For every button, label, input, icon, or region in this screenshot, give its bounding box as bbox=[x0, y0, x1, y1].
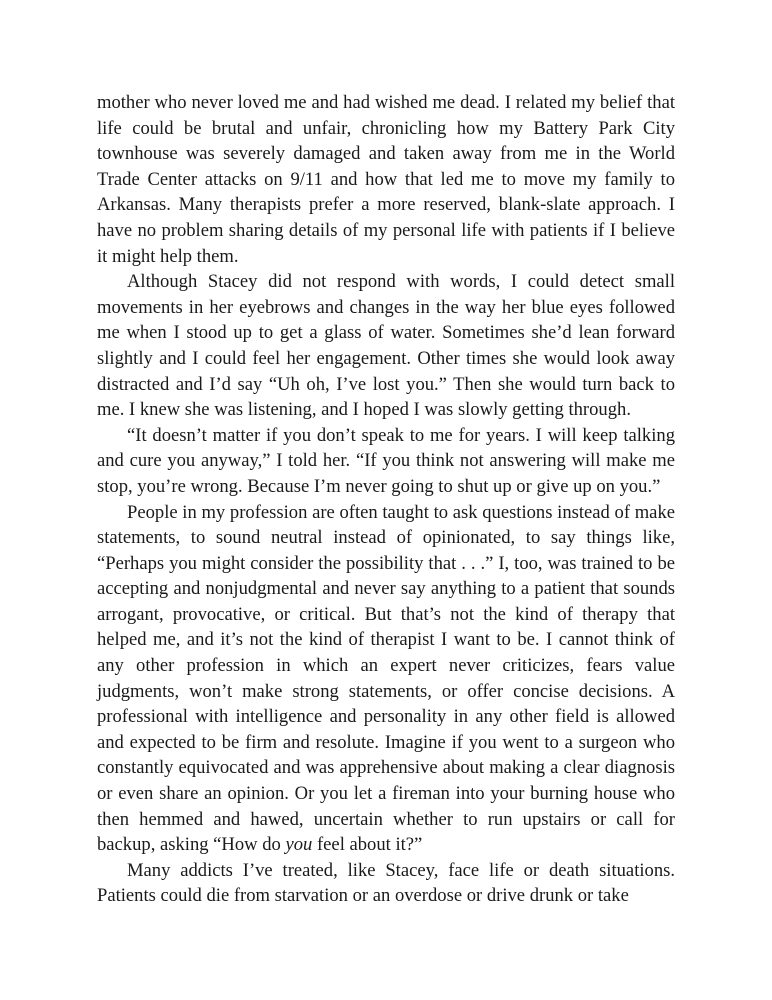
paragraph-2: Although Stacey did not respond with words, I could detect small movements in her eyebrows and changes in the way her blue eyes followed me when I stood up to get a glass of water. Sometimes she’d lean forward slightly and I could feel her engagement. Other times she would look away distracted and I’d say “Uh oh, I’ve lost you.” Then she would turn back to me. I knew she was listening, and I hoped I was slowly getting through. bbox=[97, 271, 675, 421]
paragraph-4-emphasis: you bbox=[285, 834, 313, 856]
book-page-body bbox=[97, 90, 675, 909]
paragraph-1: mother who never loved me and had wished me dead. I related my belief that life could be brutal and unfair, chronicling how my Battery Park City townhouse was severely damaged and taken away from me in the World Trade Center attacks on 9/11 and how that led me to move my family to Arkansas. Many therapists prefer a more reserved, blank-slate approach. I have no problem sharing details of my personal life with patients if I believe it might help them. bbox=[97, 92, 675, 267]
paragraph-5: Many addicts I’ve treated, like Stacey, face life or death situations. Patients could die from starvation or an overdose or drive drunk or take bbox=[97, 859, 675, 907]
paragraph-4-text-end: feel about it?” bbox=[312, 834, 423, 856]
paragraph-4-text-start: People in my profession are often taught to ask questions instead of make statements, to sound neutral instead of opinionated, to say things like, “Perhaps you might consider the possibility that . . .” I, too, was trained to be accepting and nonjudgmental and never say anything to a patient that sounds arrogant, provocative, or critical. But that’s not the kind of therapy that helped me, and it’s not the kind of therapist I want to be. I cannot think of any other profession in which an expert never criticizes, fears value judgments, won’t make strong statements, or offer concise decisions. A professional with intelligence and personality in any other field is allowed and expected to be firm and resolute. Imagine if you went to a surgeon who constantly equivocated and was apprehensive about making a clear diagnosis or even share an opinion. Or you let a fireman into your burning house who then hemmed and hawed, uncertain whether to run upstairs or call for backup, asking “How do bbox=[97, 501, 675, 856]
paragraph-4 bbox=[97, 500, 675, 858]
paragraph-3: “It doesn’t matter if you don’t speak to me for years. I will keep talking and cure you anyway,” I told her. “If you think not answering will make me stop, you’re wrong. Because I’m never going to shut up or give up on you.” bbox=[97, 424, 675, 497]
